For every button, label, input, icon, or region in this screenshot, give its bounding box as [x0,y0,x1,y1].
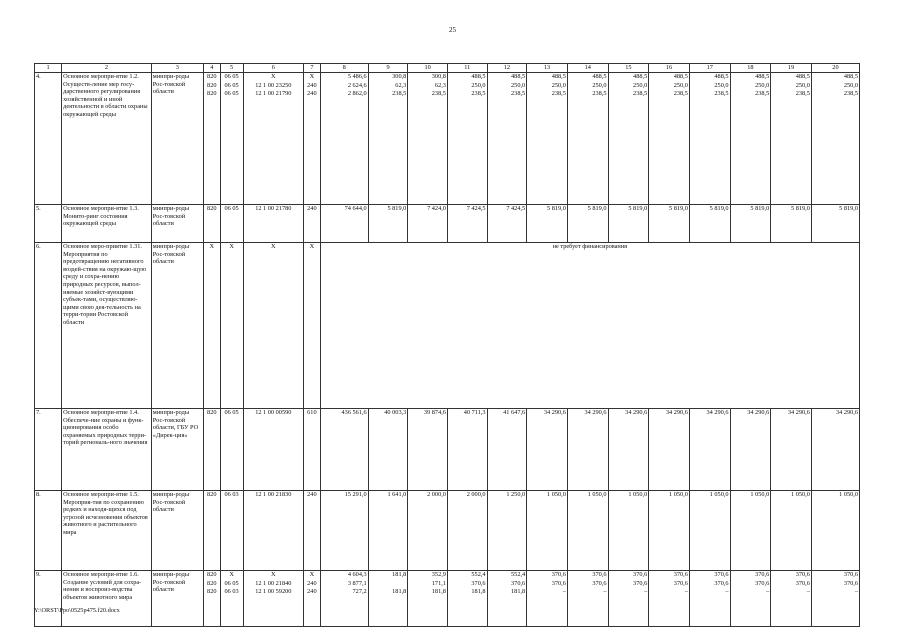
cell-value: 820 [207,579,217,587]
amount-cell [567,205,608,243]
executor: минпри-роды Рос-товской области, ГБУ РО «Дирек-ция» [151,409,203,491]
cell-value: 488,5 [592,73,607,80]
column-number: 20 [811,64,859,73]
cell-value: 820 [207,90,217,98]
budget-code-cell: X [243,243,303,409]
cell-value: 1 641,0 [387,491,407,498]
cell-value: 181,8 [431,588,446,596]
cell-value: 12 1 00 21840 [255,579,292,587]
cell-value: 370,6 [755,571,770,578]
cell-value: 370,6 [673,571,688,578]
amount-cell [408,491,448,571]
row-number: 4. [35,73,62,205]
cell-value: 34 290,6 [665,409,688,416]
amount-cell [320,205,368,243]
amount-cell [408,409,448,491]
cell-value: 1 250,0 [506,491,526,498]
activity-name: Основное меропри-ятие 1.3. Монито-ринг состояния окружающей среды [62,205,152,243]
cell-value: 820 [207,81,217,89]
cell-value: 238,5 [471,90,486,98]
cell-value: 552,4 [471,571,486,578]
cell-value: 610 [307,409,317,416]
amount-cell [608,205,649,243]
cell-value: 7 424,5 [466,205,486,212]
cell-value: 238,5 [795,90,810,98]
amount-cell [527,409,568,491]
budget-code-cell [304,205,321,243]
cell-value: – [684,588,688,596]
amount-cell [368,409,408,491]
cell-value: 370,6 [592,571,607,578]
budget-code-cell [220,205,243,243]
executor: минпри-роды Рос-товской области [151,491,203,571]
cell-value: 370,6 [795,579,810,587]
cell-value: – [644,588,648,596]
cell-value: 240 [307,491,317,498]
cell-value: 820 [207,409,217,416]
column-number: 15 [608,64,649,73]
cell-value: 06 05 [224,81,239,89]
executor: минпри-роды Рос-товской области [151,73,203,205]
table-header-row [35,64,860,73]
cell-value: 40 003,3 [384,409,407,416]
cell-value: 488,5 [795,73,810,80]
budget-code-cell [203,409,220,491]
amount-cell [487,571,527,627]
amount-cell [649,73,690,205]
cell-value: 820 [207,588,217,596]
cell-value: 5 819,0 [839,205,858,212]
cell-value: 820 [207,205,217,212]
budget-code-cell [243,409,303,491]
budget-code-cell [220,571,243,627]
column-number: 9 [368,64,408,73]
cell-value: 7 424,0 [427,205,446,212]
cell-value: 06 03 [224,491,239,498]
cell-value: – [603,588,607,596]
cell-value: 250,0 [795,81,810,89]
cell-value: 181,8 [392,588,407,596]
cell-value: 5 819,0 [791,205,810,212]
column-number: 18 [730,64,771,73]
amount-cell [649,571,690,627]
amount-cell [487,73,527,205]
executor: минпри-роды Рос-товской области [151,205,203,243]
cell-value: 1 050,0 [628,491,648,498]
cell-value: 820 [207,571,217,578]
cell-value: 240 [307,205,317,212]
column-number: 6 [243,64,303,73]
cell-value: 12 1 00 59200 [255,588,292,596]
cell-value: 2 862,0 [347,90,367,98]
cell-value: 250,0 [511,81,526,89]
budget-code-cell [243,491,303,571]
cell-value: 488,5 [471,73,486,80]
amount-cell [527,73,568,205]
amount-cell [608,571,649,627]
cell-value: 238,5 [592,90,607,98]
cell-value: 250,0 [755,81,770,89]
cell-value: 41 647,6 [503,409,526,416]
column-number: 10 [408,64,448,73]
cell-value: X [309,571,315,578]
column-number: 1 [35,64,62,73]
no-financing-note: не требует финансирования [320,243,859,409]
budget-code-cell [304,73,321,205]
amount-cell [811,571,859,627]
budget-code-cell [220,491,243,571]
cell-value: 370,6 [714,579,729,587]
amount-cell [567,491,608,571]
cell-value: 240 [307,90,317,98]
column-number: 19 [771,64,812,73]
cell-value: 40 711,3 [463,409,486,416]
cell-value: 06 05 [224,409,239,416]
cell-value: X [271,73,276,80]
amount-cell [368,205,408,243]
cell-value: 370,6 [843,571,858,578]
amount-cell [771,571,812,627]
cell-value: 181,8 [392,571,407,578]
cell-value: 820 [207,73,217,80]
cell-value: 240 [307,579,317,587]
table-row [35,571,860,627]
amount-cell [771,73,812,205]
cell-value: 1 050,0 [587,491,607,498]
amount-cell [730,73,771,205]
amount-cell [320,73,368,205]
column-number: 5 [220,64,243,73]
cell-value: 238,5 [755,90,770,98]
cell-value: 370,6 [471,579,486,587]
cell-value: 488,5 [551,73,566,80]
budget-code-cell: X [220,243,243,409]
cell-value: 352,9 [431,571,446,578]
cell-value: 06 05 [224,73,239,80]
row-number: 8. [35,491,62,571]
cell-value: 238,5 [392,90,407,98]
column-number: 16 [649,64,690,73]
cell-value: 06 03 [224,588,239,596]
cell-value: 34 290,6 [787,409,810,416]
cell-value: 1 050,0 [709,491,729,498]
amount-cell [689,205,730,243]
amount-cell [368,491,408,571]
amount-cell [320,409,368,491]
amount-cell [408,571,448,627]
column-number: 14 [567,64,608,73]
cell-value: 370,6 [511,579,526,587]
cell-value: 300,8 [392,73,407,80]
cell-value: 5 486,6 [347,73,367,80]
cell-value: 15 291,0 [344,491,367,498]
budget-code-cell [304,409,321,491]
cell-value: 250,0 [673,81,688,89]
executor: минпри-роды Рос-товской области [151,571,203,627]
budget-code-cell [203,205,220,243]
cell-value: 5 819,0 [750,205,770,212]
footer-file-path: Y:\ORST\Ppo\0525p475.f20.docx [34,607,120,614]
amount-cell [811,491,859,571]
amount-cell [487,409,527,491]
activity-name: Основное меро-приятие 1.31. Мероприятия по предотвращению негативного воздей-ствия на окружаю-щую среду и сохра-нению природных ресурсов, выпол-няемые хозяйст-вующими субъек-тами, осуществляю-щими свою дея-тельность на терри-тории Ростовской области [62,243,152,409]
amount-cell [320,491,368,571]
cell-value: 370,6 [795,571,810,578]
column-number: 12 [487,64,527,73]
cell-value: X [271,571,276,578]
cell-value: – [562,588,566,596]
amount-cell [447,73,487,205]
cell-value: 370,6 [551,571,566,578]
cell-value: 552,4 [511,571,526,578]
cell-value: 370,6 [714,571,729,578]
cell-value: 300,8 [431,73,446,80]
cell-value: 820 [207,491,217,498]
amount-cell [320,571,368,627]
cell-value: 5 819,0 [628,205,648,212]
row-number: 5. [35,205,62,243]
column-number: 11 [447,64,487,73]
budget-code-cell [220,409,243,491]
amount-cell [527,571,568,627]
amount-cell [447,491,487,571]
cell-value: 238,5 [551,90,566,98]
table-row [35,205,860,243]
cell-value: 238,5 [511,90,526,98]
cell-value: 62,3 [395,81,407,89]
budget-code-cell [243,73,303,205]
cell-value: 238,5 [431,90,446,98]
cell-value: 250,0 [714,81,729,89]
cell-value: 727,2 [352,588,367,596]
cell-value: 5 819,0 [669,205,688,212]
cell-value: 488,5 [843,73,858,80]
cell-value: 488,5 [755,73,770,80]
budget-code-cell [243,205,303,243]
amount-cell [649,205,690,243]
cell-value: 370,6 [843,579,858,587]
amount-cell [447,409,487,491]
amount-cell [689,491,730,571]
amount-cell [649,409,690,491]
amount-cell [730,409,771,491]
amount-cell [608,73,649,205]
amount-cell [771,409,812,491]
cell-value: 2 624,6 [347,81,367,89]
amount-cell [608,409,649,491]
cell-value: 34 290,6 [584,409,607,416]
row-number: 7. [35,409,62,491]
cell-value: 488,5 [511,73,526,80]
cell-value: 370,6 [592,579,607,587]
cell-value: 488,5 [714,73,729,80]
amount-cell [487,491,527,571]
cell-value: – [766,588,770,596]
amount-cell [527,491,568,571]
cell-value: 12 1 00 23250 [255,81,292,89]
amount-cell [811,205,859,243]
cell-value: – [725,588,729,596]
table-row [35,409,860,491]
activity-name: Основное меропри-ятие 1.6. Создание условий для сохра-нения и воспроиз-водства объектов животного мира [62,571,152,627]
activity-name: Основное меропри-ятие 1.5. Мероприя-тия по сохранению редких и находя-щихся под угрозой исчезновения объектов животного и растительного мира [62,491,152,571]
budget-code-cell [203,571,220,627]
row-number: 9. [35,571,62,627]
cell-value: 238,5 [673,90,688,98]
cell-value: 4 604,3 [347,571,367,578]
amount-cell [771,491,812,571]
amount-cell [408,205,448,243]
column-number: 3 [151,64,203,73]
amount-cell [608,491,649,571]
budget-code-cell [203,491,220,571]
cell-value: 250,0 [843,81,858,89]
cell-value [370,580,407,589]
amount-cell [567,73,608,205]
cell-value: 06 05 [224,579,239,587]
cell-value: 240 [307,588,317,596]
activity-name: Основное меропри-ятие 1.4. Обеспече-ние охраны и функ-ционирования особо охраняемых природных терри-торий региональ-ного значения [62,409,152,491]
cell-value: 370,6 [551,579,566,587]
cell-value: 5 819,0 [387,205,407,212]
cell-value: 1 050,0 [750,491,770,498]
budget-code-cell [203,73,220,205]
amount-cell [689,73,730,205]
cell-value: 370,6 [633,579,648,587]
amount-cell [689,571,730,627]
table-row [35,243,860,409]
budget-code-cell [220,73,243,205]
cell-value: 06 05 [224,205,239,212]
amount-cell [487,205,527,243]
cell-value: 1 050,0 [791,491,810,498]
amount-cell [649,491,690,571]
amount-cell [447,205,487,243]
cell-value: X [309,73,315,80]
amount-cell [567,571,608,627]
column-number: 7 [304,64,321,73]
column-number: 17 [689,64,730,73]
cell-value: 488,5 [673,73,688,80]
amount-cell [730,571,771,627]
cell-value: 34 290,6 [835,409,858,416]
amount-cell [368,73,408,205]
amount-cell [771,205,812,243]
cell-value: 39 874,6 [423,409,446,416]
cell-value: 06 05 [224,90,239,98]
cell-value: 74 644,0 [344,205,367,212]
column-number: 8 [320,64,368,73]
cell-value: 240 [307,81,317,89]
table-row [35,491,860,571]
activity-name: Основное меропри-ятие 1.2. Осуществ-ление мер госу-дарственного регулирования хозяйственной и иной деятельности в области охраны окружающей среды [62,73,152,205]
cell-value: 62,3 [434,81,446,89]
budget-code-cell [304,491,321,571]
cell-value: 370,6 [633,571,648,578]
cell-value: 250,0 [592,81,607,89]
cell-value: 171,1 [431,579,446,587]
cell-value: 370,6 [673,579,688,587]
amount-cell [368,571,408,627]
cell-value: 34 290,6 [543,409,566,416]
cell-value: 250,0 [633,81,648,89]
executor: минпри-роды Рос-товской области [151,243,203,409]
cell-value: 2 000,0 [427,491,446,498]
budget-code-cell [243,571,303,627]
cell-value: 181,8 [511,588,526,596]
cell-value: 12 1 00 21790 [255,90,292,98]
budget-code-cell [304,571,321,627]
cell-value: 34 290,6 [706,409,729,416]
cell-value: – [854,588,858,596]
cell-value: 3 877,1 [347,579,367,587]
column-number: 13 [527,64,568,73]
cell-value: 250,0 [551,81,566,89]
cell-value: 250,0 [471,81,486,89]
amount-cell [447,571,487,627]
cell-value: 370,6 [755,579,770,587]
cell-value: 5 819,0 [546,205,566,212]
cell-value: 7 424,5 [506,205,526,212]
amount-cell [730,205,771,243]
column-number: 4 [203,64,220,73]
cell-value: 5 819,0 [587,205,607,212]
cell-value: 238,5 [714,90,729,98]
row-number: 6. [35,243,62,409]
cell-value: 12 1 00 21780 [255,205,292,212]
table-row [35,73,860,205]
cell-value: 1 050,0 [669,491,688,498]
amount-cell [408,73,448,205]
page-number: 25 [449,26,456,34]
cell-value: 12 1 00 21830 [255,491,292,498]
amount-cell [689,409,730,491]
amount-cell [811,409,859,491]
cell-value: 488,5 [633,73,648,80]
budget-code-cell: X [304,243,321,409]
cell-value: 5 819,0 [709,205,729,212]
cell-value: – [806,588,810,596]
cell-value: 1 050,0 [546,491,566,498]
cell-value: 436 561,6 [341,409,367,416]
amount-cell [527,205,568,243]
cell-value: 238,5 [843,90,858,98]
cell-value: 181,8 [471,588,486,596]
amount-cell [567,409,608,491]
budget-code-cell: X [203,243,220,409]
cell-value: 12 1 00 00590 [255,409,292,416]
amount-cell [730,491,771,571]
budget-table [34,63,860,627]
cell-value: 34 290,6 [625,409,648,416]
cell-value: X [229,571,234,578]
cell-value: 1 050,0 [839,491,858,498]
cell-value: 2 000,0 [466,491,486,498]
cell-value: 34 290,6 [747,409,770,416]
table-body [35,64,860,627]
column-number: 2 [62,64,152,73]
cell-value: 238,5 [633,90,648,98]
amount-cell [811,73,859,205]
